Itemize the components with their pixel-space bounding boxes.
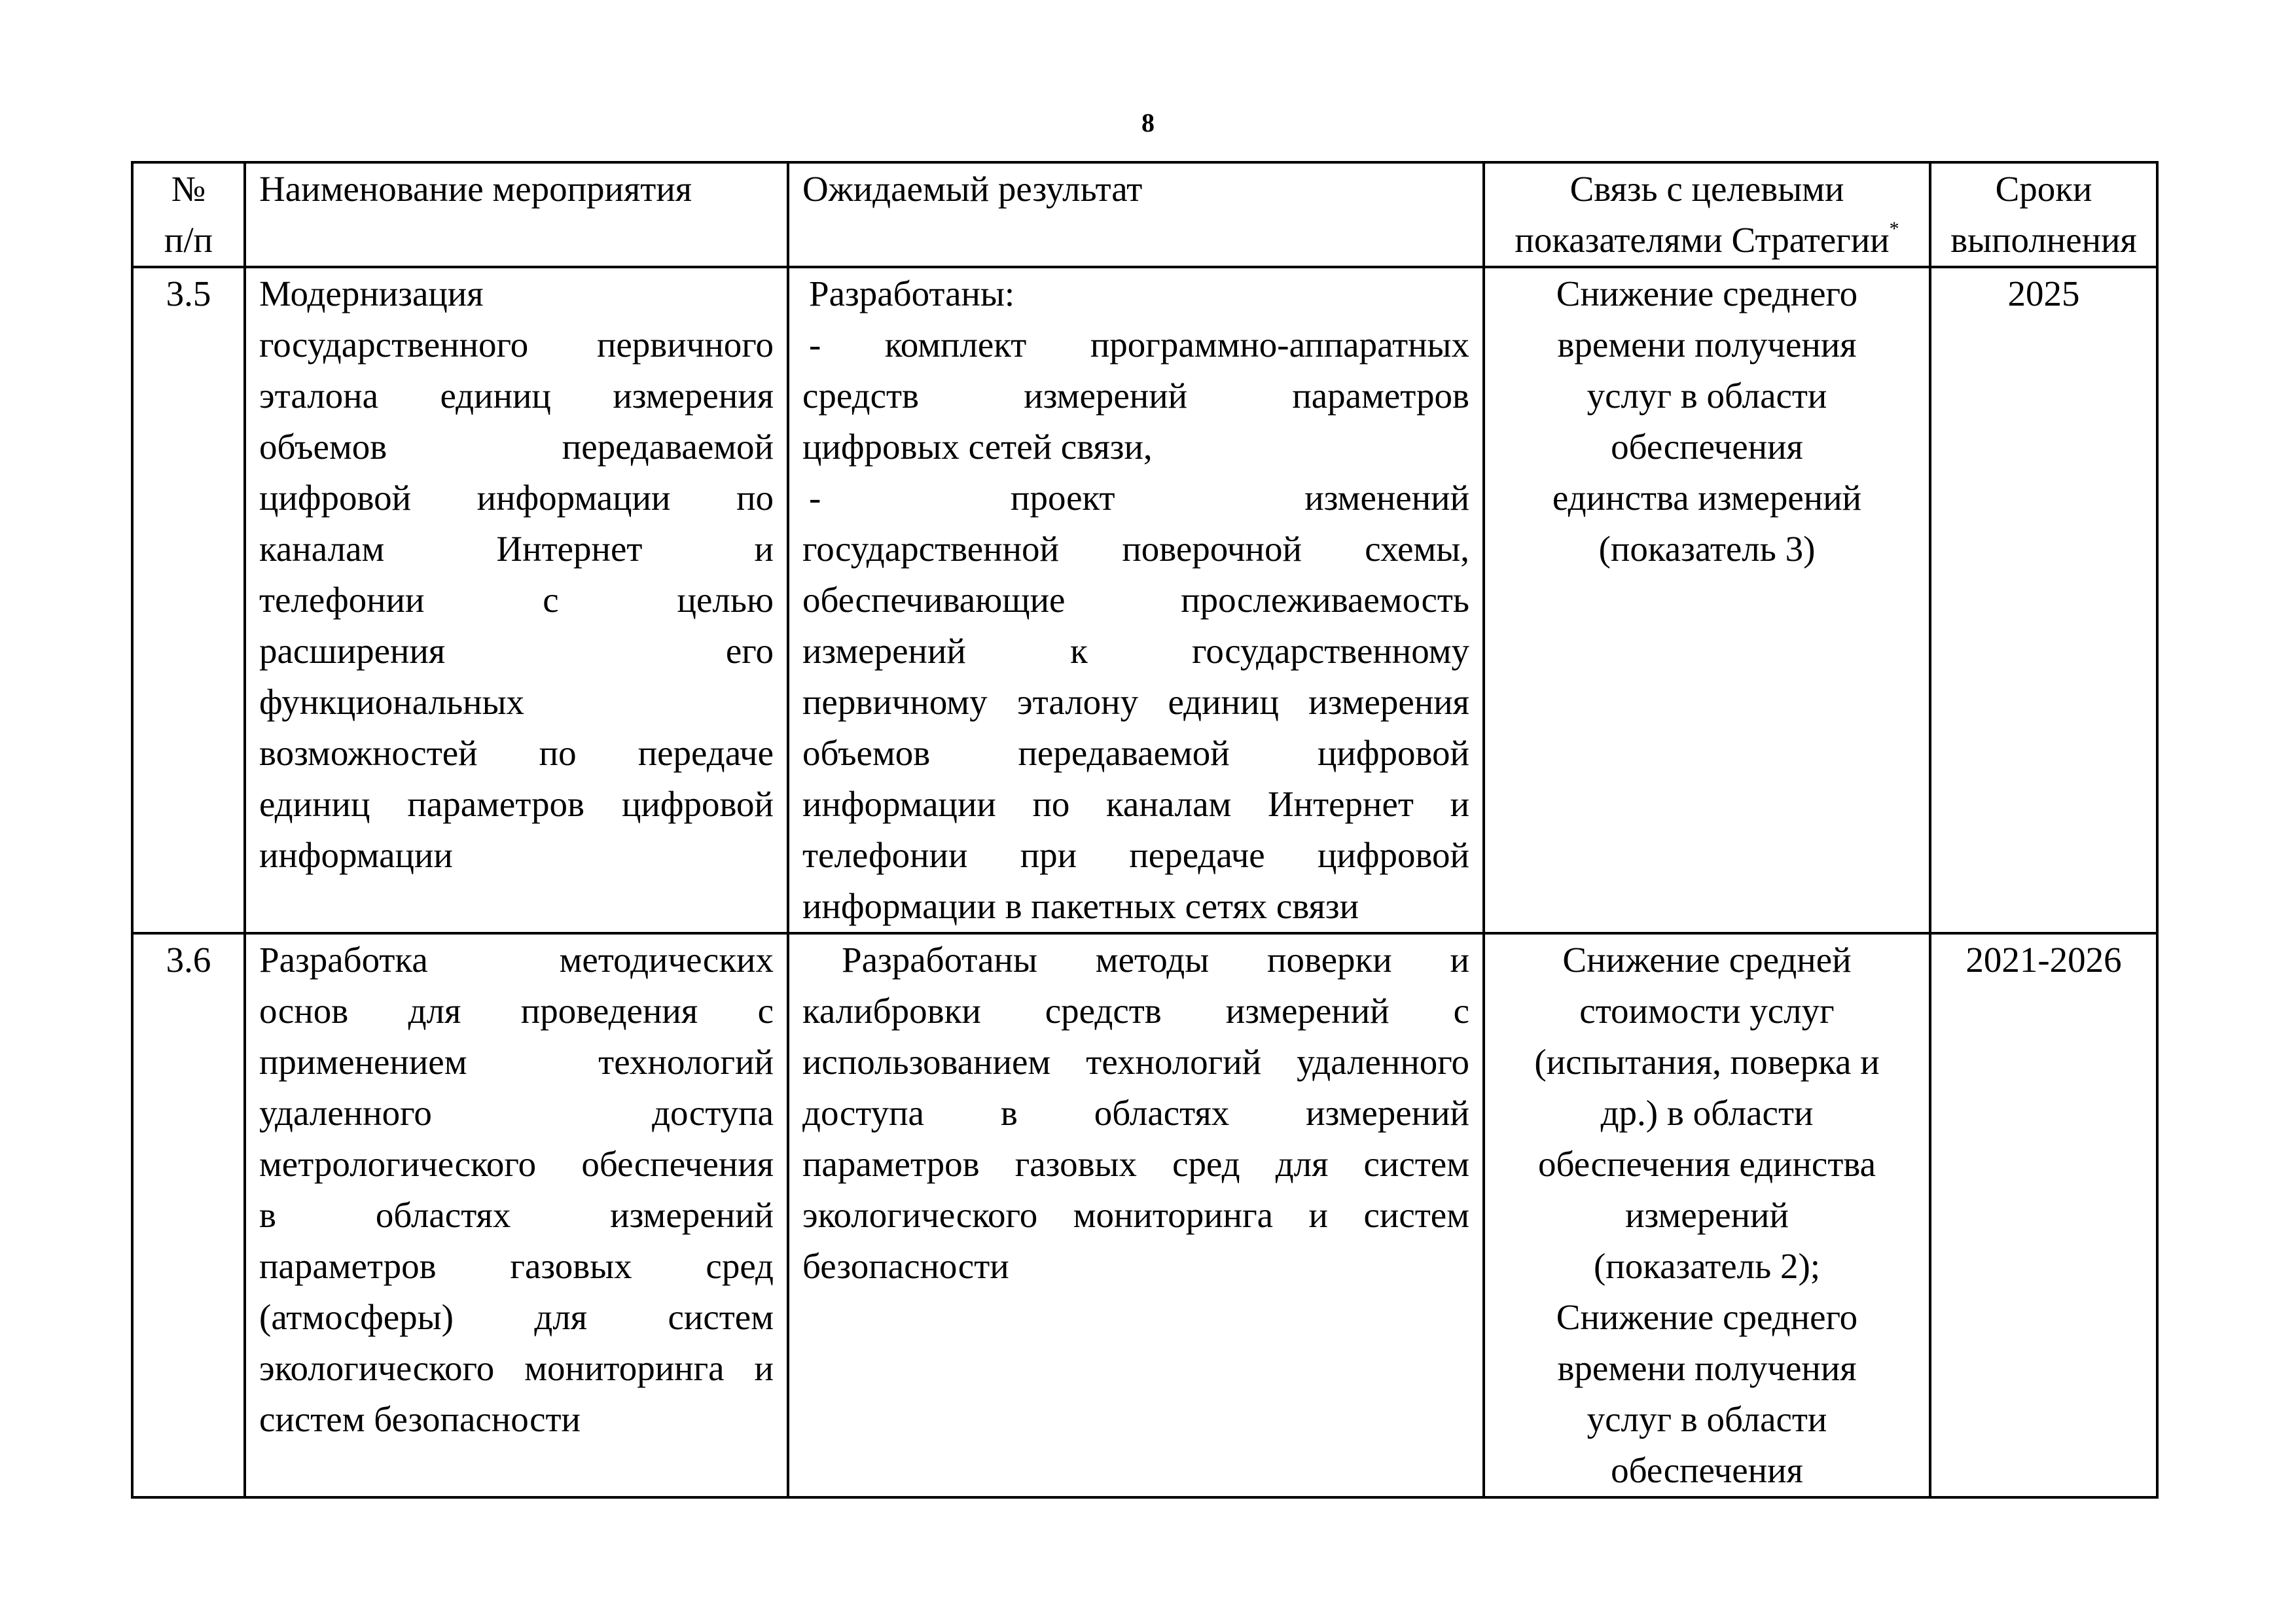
page-number: 8 — [1141, 108, 1155, 137]
text-line: систем безопасности — [259, 1399, 581, 1439]
text-line: (показатель 3) — [1598, 529, 1816, 569]
row-num — [132, 267, 245, 933]
table-row — [132, 267, 2157, 933]
header-name-text: Наименование мероприятия — [259, 169, 692, 209]
row-result — [788, 267, 1484, 933]
text-line: Разработка методических — [259, 940, 774, 980]
text-line: удаленного доступа — [259, 1093, 774, 1133]
header-num-line: п/п — [164, 220, 213, 260]
text-line: государственного первичного — [259, 325, 774, 365]
header-result — [788, 162, 1484, 267]
text-line: обеспечения единства — [1537, 1144, 1876, 1184]
header-num — [132, 162, 245, 267]
text-line: единства измерений — [1552, 478, 1862, 518]
text-line: услуг в области — [1587, 376, 1827, 416]
row-num-text: 3.5 — [166, 274, 211, 313]
text-line: времени получения — [1557, 1348, 1857, 1388]
text-line: каналам Интернет и — [259, 529, 774, 569]
footnote-mark: * — [1889, 218, 1899, 240]
row-term — [1930, 933, 2157, 1497]
text-line: телефонии при передаче цифровой — [802, 835, 1469, 875]
text-line: единиц параметров цифровой — [259, 784, 774, 824]
table-header-row — [132, 162, 2157, 267]
text-line: параметров газовых сред — [259, 1246, 774, 1286]
row-result — [788, 933, 1484, 1497]
text-line: (испытания, поверка и — [1534, 1042, 1880, 1082]
text-line: обеспечения — [1611, 1450, 1803, 1490]
text-line: Снижение среднего — [1556, 274, 1858, 313]
text-line: средств измерений параметров — [802, 376, 1469, 416]
text-line: объемов передаваемой — [259, 427, 774, 467]
text-line: государственной поверочной схемы, — [802, 529, 1469, 569]
row-term-text: 2021-2026 — [1965, 940, 2122, 980]
text-line: Разработаны методы поверки и — [842, 940, 1469, 980]
header-link — [1484, 162, 1930, 267]
row-link — [1484, 267, 1930, 933]
header-link-line-2 — [1498, 215, 1916, 266]
text-line: Снижение средней — [1562, 940, 1852, 980]
text-line: экологического мониторинга и систем — [802, 1195, 1469, 1235]
text-line: Разработаны: — [809, 274, 1015, 313]
row-num — [132, 933, 245, 1497]
text-line: информации в пакетных сетях связи — [802, 886, 1359, 926]
header-term-line: выполнения — [1950, 220, 2137, 260]
text-line: Модернизация — [259, 274, 484, 313]
text-line: времени получения — [1557, 325, 1857, 365]
text-line: обеспечивающие прослеживаемость — [802, 580, 1469, 620]
header-link-line: Связь с целевыми — [1570, 169, 1844, 209]
text-line: использованием технологий удаленного — [802, 1042, 1469, 1082]
text-line: доступа в областях измерений — [802, 1093, 1469, 1133]
text-line: параметров газовых сред для систем — [802, 1144, 1469, 1184]
row-name — [245, 267, 788, 933]
text-line: Снижение среднего — [1556, 1297, 1858, 1337]
text-line: цифровых сетей связи, — [802, 427, 1153, 467]
text-line: информации — [259, 835, 453, 875]
text-line: применением технологий — [259, 1042, 774, 1082]
activities-table — [131, 161, 2159, 1499]
header-term — [1930, 162, 2157, 267]
text-line: экологического мониторинга и — [259, 1348, 774, 1388]
text-line: калибровки средств измерений с — [802, 991, 1469, 1031]
header-term-line: Сроки — [1995, 169, 2092, 209]
header-name — [245, 162, 788, 267]
text-line: функциональных — [259, 682, 525, 722]
text-line: телефонии с целью — [259, 580, 774, 620]
text-line: (атмосферы) для систем — [259, 1297, 774, 1337]
text-line: измерений — [1625, 1195, 1789, 1235]
text-line: эталона единиц измерения — [259, 376, 774, 416]
text-line: др.) в области — [1600, 1093, 1814, 1133]
row-name — [245, 933, 788, 1497]
text-line: метрологического обеспечения — [259, 1144, 774, 1184]
text-line: в областях измерений — [259, 1195, 774, 1235]
row-link — [1484, 933, 1930, 1497]
text-line: расширения его — [259, 631, 774, 671]
text-line: возможностей по передаче — [259, 733, 774, 773]
row-term — [1930, 267, 2157, 933]
text-line: безопасности — [802, 1246, 1009, 1286]
text-line: - комплект программно-аппаратных — [809, 325, 1469, 365]
text-line: услуг в области — [1587, 1399, 1827, 1439]
text-line: - проект изменений — [809, 478, 1469, 518]
text-line: информации по каналам Интернет и — [802, 784, 1469, 824]
header-num-line: № — [171, 169, 206, 209]
text-line: (показатель 2); — [1593, 1246, 1821, 1286]
text-line: обеспечения — [1611, 427, 1803, 467]
header-link-text: показателями Стратегии — [1515, 220, 1890, 260]
text-line: измерений к государственному — [802, 631, 1469, 671]
table-row — [132, 933, 2157, 1497]
row-term-text: 2025 — [2007, 274, 2080, 313]
text-line: объемов передаваемой цифровой — [802, 733, 1469, 773]
text-line: стоимости услуг — [1579, 991, 1835, 1031]
text-line: основ для проведения с — [259, 991, 774, 1031]
header-result-text: Ожидаемый результат — [802, 169, 1143, 209]
text-line: цифровой информации по — [259, 478, 774, 518]
row-num-text: 3.6 — [166, 940, 211, 980]
text-line: первичному эталону единиц измерения — [802, 682, 1469, 722]
